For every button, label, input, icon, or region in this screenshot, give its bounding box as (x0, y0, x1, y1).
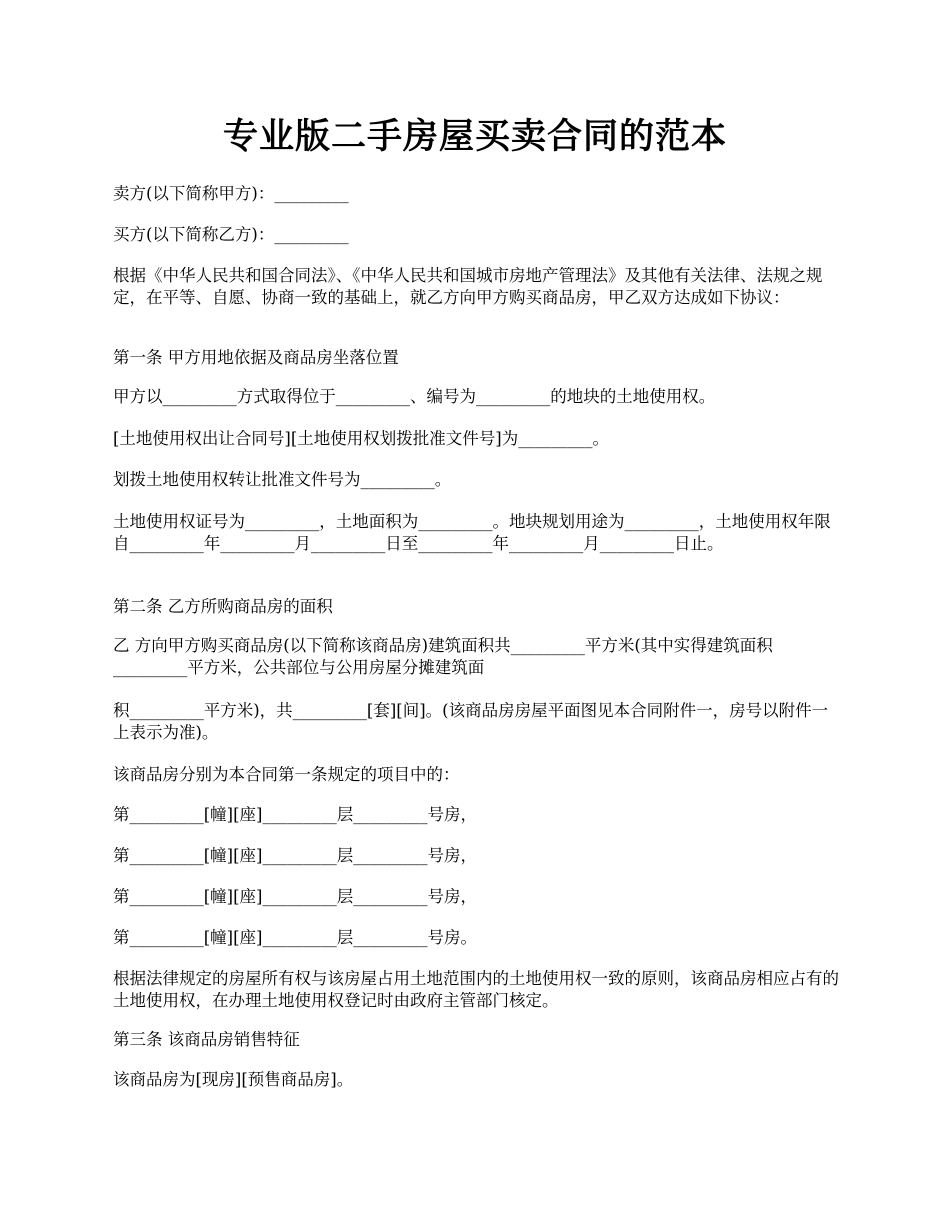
land-use-principle-paragraph: 根据法律规定的房屋所有权与该房屋占用土地范围内的土地使用权一致的原则，该商品房相应占有的土地使用权，在办理土地使用权登记时由政府主管部门核定。 (113, 969, 839, 1010)
sale-type-paragraph: 该商品房为[现房][预售商品房]。 (113, 1070, 354, 1089)
seller-line: 卖方(以下简称甲方)：_________ (113, 184, 349, 203)
unit-line: 第_________[幢][座]_________层_________号房， (113, 846, 477, 865)
article-2-heading: 第二条 乙方所购商品房的面积 (113, 597, 333, 616)
land-acquisition-paragraph: 甲方以_________方式取得位于_________、编号为_________的地块的土地使用权。 (113, 387, 716, 406)
unit-list-intro: 该商品房分别为本合同第一条规定的项目中的： (113, 765, 460, 784)
transfer-approval-paragraph: 划拨土地使用权转让批准文件号为_________。 (113, 470, 452, 489)
land-certificate-paragraph: 土地使用权证号为_________，土地面积为_________。地块规划用途为_________，土地使用权年限自_________年_________月_________日至_________年_________月_________日止。 (113, 512, 831, 553)
unit-line: 第_________[幢][座]_________层_________号房。 (113, 928, 477, 947)
unit-line: 第_________[幢][座]_________层_________号房， (113, 887, 477, 906)
area-paragraph: 乙 方向甲方购买商品房(以下简称该商品房)建筑面积共_________平方米(其中实得建筑面积_________平方米，公共部位与公用房屋分摊建筑面 (113, 636, 773, 677)
shared-area-paragraph: 积_________平方米)，共_________[套][间]。(该商品房房屋平面图见本合同附件一，房号以附件一上表示为准)。 (113, 701, 829, 742)
preamble-paragraph: 根据《中华人民共和国合同法》、《中华人民共和国城市房地产管理法》及其他有关法律、法规之规定，在平等、自愿、协商一致的基础上，就乙方向甲方购买商品房，甲乙双方达成如下协议： (113, 266, 823, 307)
unit-line: 第_________[幢][座]_________层_________号房， (113, 805, 477, 824)
article-3-heading: 第三条 该商品房销售特征 (113, 1030, 300, 1049)
contract-number-paragraph: [土地使用权出让合同号][土地使用权划拨批准文件号]为_________。 (113, 429, 609, 448)
article-1-heading: 第一条 甲方用地依据及商品房坐落位置 (113, 348, 399, 367)
buyer-line: 买方(以下简称乙方)：_________ (113, 225, 349, 244)
document-title: 专业版二手房屋买卖合同的范本 (222, 116, 727, 157)
